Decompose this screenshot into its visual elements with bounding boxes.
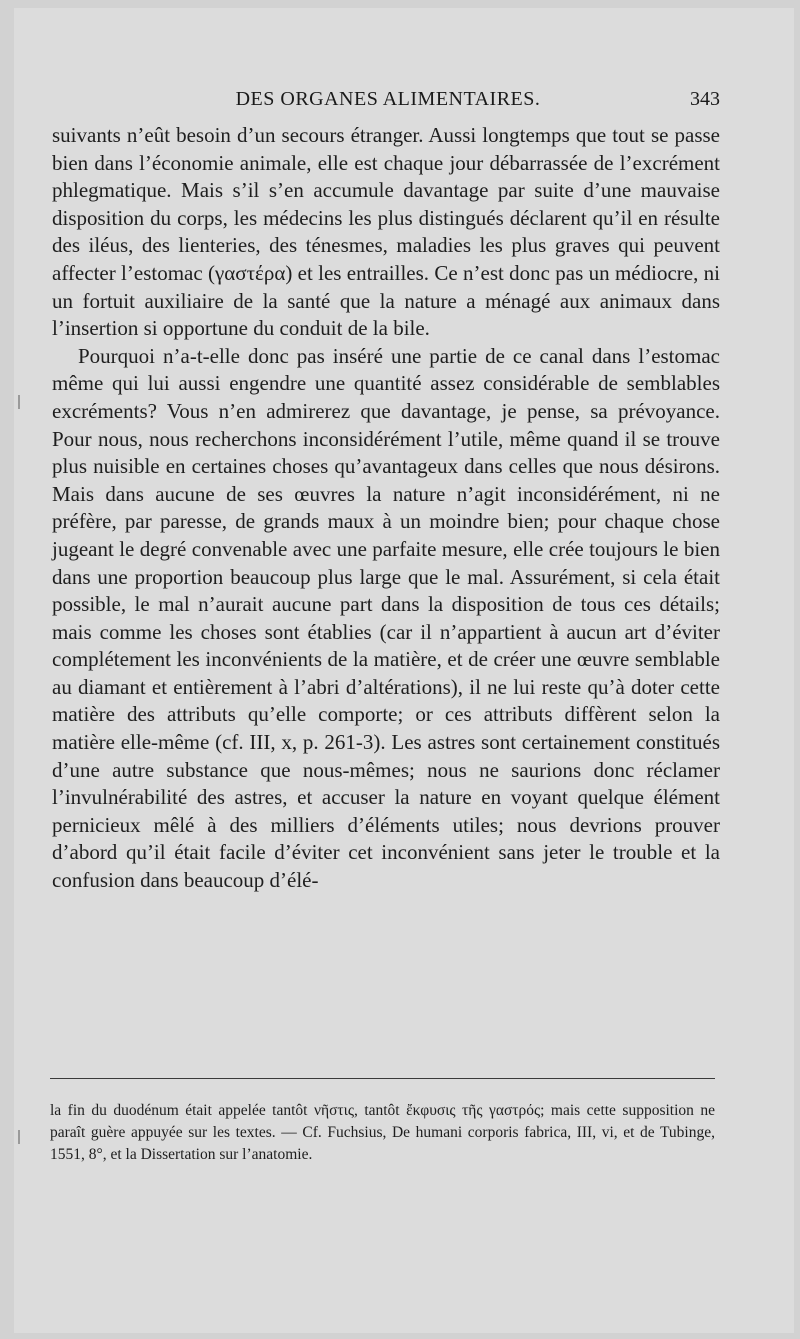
page-number: 343	[690, 88, 720, 110]
margin-mark	[18, 1130, 20, 1144]
margin-mark	[18, 395, 20, 409]
footnote-divider	[50, 1078, 715, 1079]
running-title: DES ORGANES ALIMENTAIRES.	[235, 88, 541, 110]
paragraph: Pourquoi n’a-t-elle donc pas inséré une partie de ce canal dans l’estomac même qui lui aussi engendre une quantité assez considérable de semblables excréments? Vous n’en admirerez que davantage, je pense, sa prévoyance. Pour nous, nous recherchons inconsidérément l’utile, même quand il se trouve plus nuisible en certaines choses qu’avantageux dans celles que nous désirons. Mais dans aucune de ses œuvres la nature n’agit inconsidérément, ni ne préfère, par paresse, de grands maux à un moindre bien; pour chaque chose jugeant le degré convenable avec une parfaite mesure, elle crée toujours le bien dans une proportion beaucoup plus large que le mal. Assurément, si cela était possible, le mal n’aurait aucune part dans la disposition de tous ces détails; mais comme les choses sont établies (car il n’appartient à aucun art d’éviter complétement les inconvénients de la matière, et de créer une œuvre semblable au diamant et entièrement à l’abri d’altérations), il ne lui reste qu’à doter cette matière des attributs qu’elle comporte; or ces attributs diffèrent selon la matière elle-même (cf. III, x, p. 261-3). Les astres sont certainement constitués d’une autre substance que nous-mêmes; nous ne saurions donc réclamer l’invulnérabilité des astres, et accuser la nature en voyant quelque élément pernicieux mêlé à des milliers d’éléments utiles; nous devrions prouver d’abord qu’il était facile d’éviter cet inconvénient sans jeter le trouble et la confusion dans beaucoup d’élé-	[52, 343, 720, 893]
footnote: la fin du duodénum était appelée tantôt νῆστις, tantôt ἔκφυσις τῆς γαστρός; mais cette supposition ne paraît guère appuyée sur les textes. — Cf. Fuchsius, De humani corporis fabrica, III, vi, et de Tubinge, 1551, 8°, et la Dissertation sur l’anatomie.	[50, 1102, 715, 1163]
paragraph: suivants n’eût besoin d’un secours étranger. Aussi longtemps que tout se passe bien dans l’économie animale, elle est chaque jour débarrassée de l’excrément phlegmatique. Mais s’il s’en accumule davantage par suite d’une mauvaise disposition du corps, les médecins les plus distingués déclarent qu’il en résulte des iléus, des lienteries, des ténesmes, maladies les plus graves qui peuvent affecter l’estomac (γαστέρα) et les entrailles. Ce n’est donc pas un médiocre, ni un fortuit auxiliaire de la santé que la nature a ménagé aux animaux dans l’insertion si opportune du conduit de la bile.	[52, 123, 720, 341]
main-text	[52, 122, 720, 895]
page-header	[56, 88, 720, 118]
